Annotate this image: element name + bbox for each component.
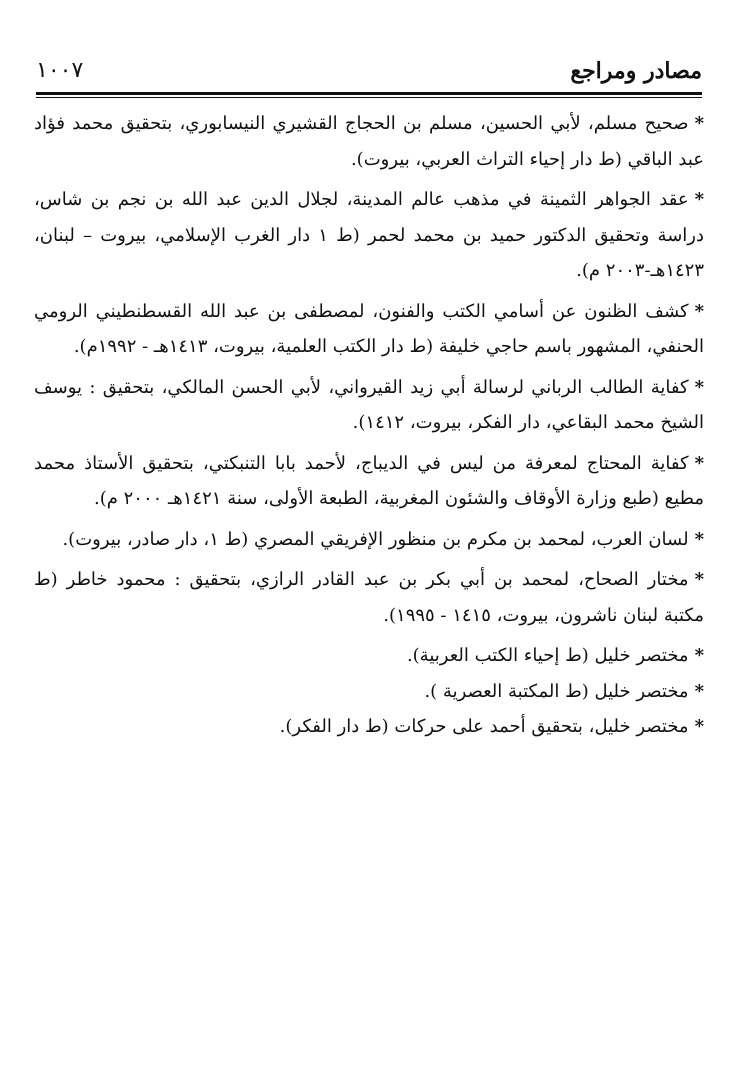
- reference-entry: [34, 638, 704, 674]
- bullet-star-icon: *: [694, 569, 704, 590]
- bullet-star-icon: *: [694, 645, 704, 666]
- reference-text: صحيح مسلم، لأبي الحسين، مسلم بن الحجاج القشيري النيسابوري، بتحقيق محمد فؤاد عبد الباقي (ط دار إحياء التراث العربي، بيروت).: [34, 113, 704, 170]
- bullet-star-icon: *: [694, 376, 704, 398]
- header-rule-thin: [36, 97, 702, 98]
- reference-text: مختار الصحاح، لمحمد بن أبي بكر بن عبد القادر الرازي، بتحقيق : محمود خاطر (ط مكتبة لبنان ناشرون، بيروت، ١٤١٥ - ١٩٩٥).: [34, 569, 704, 626]
- running-title: مصادر ومراجع: [570, 58, 702, 84]
- reference-text: مختصر خليل، بتحقيق أحمد على حركات (ط دار الفكر).: [279, 716, 689, 737]
- reference-entry: [34, 294, 704, 365]
- page-header: [36, 52, 702, 92]
- reference-entry: [34, 674, 704, 710]
- page-number: ١٠٠٧: [36, 58, 84, 83]
- references-list: [34, 106, 704, 745]
- reference-entry: [34, 562, 704, 633]
- reference-entry: [34, 446, 704, 517]
- reference-text: كفاية الطالب الرباني لرسالة أبي زيد القيرواني، لأبي الحسن المالكي، بتحقيق : يوسف الشيخ محمد البقاعي، دار الفكر، بيروت، ١٤١٢).: [34, 376, 704, 433]
- reference-text: كفاية المحتاج لمعرفة من ليس في الديباج، لأحمد بابا التنبكتي، بتحقيق الأستاذ محمد مطيع (طبع وزارة الأوقاف والشئون المغربية، الطبعة الأولى، سنة ١٤٢١هـ ٢٠٠٠ م).: [34, 452, 704, 509]
- bullet-star-icon: *: [694, 113, 704, 134]
- reference-entry: [34, 709, 704, 745]
- bullet-star-icon: *: [694, 680, 704, 702]
- bullet-star-icon: *: [694, 528, 704, 550]
- reference-text: مختصر خليل (ط المكتبة العصرية ).: [424, 680, 689, 702]
- reference-text: عقد الجواهر الثمينة في مذهب عالم المدينة، لجلال الدين عبد الله بن نجم بن شاس، دراسة وتحقيق الدكتور حميد بن محمد لحمر (ط ١ دار الغرب الإسلامي، بيروت – لبنان، ١٤٢٣هـ-٢٠٠٣ م).: [34, 189, 704, 281]
- reference-text: كشف الظنون عن أسامي الكتب والفنون، لمصطفى بن عبد الله القسطنطيني الرومي الحنفي، المشهور باسم حاجي خليفة (ط دار الكتب العلمية، بيروت، ١٤١٣هـ - ١٩٩٢م).: [34, 300, 704, 357]
- reference-entry: [34, 522, 704, 558]
- reference-entry: [34, 182, 704, 289]
- reference-text: مختصر خليل (ط إحياء الكتب العربية).: [406, 645, 689, 666]
- bullet-star-icon: *: [694, 452, 704, 474]
- reference-entry: [34, 370, 704, 441]
- header-rule-thick: [36, 92, 702, 95]
- bullet-star-icon: *: [694, 716, 704, 737]
- bullet-star-icon: *: [694, 189, 704, 210]
- reference-entry: [34, 106, 704, 177]
- bullet-star-icon: *: [694, 300, 704, 322]
- reference-text: لسان العرب، لمحمد بن مكرم بن منظور الإفريقي المصري (ط ١، دار صادر، بيروت).: [62, 528, 689, 550]
